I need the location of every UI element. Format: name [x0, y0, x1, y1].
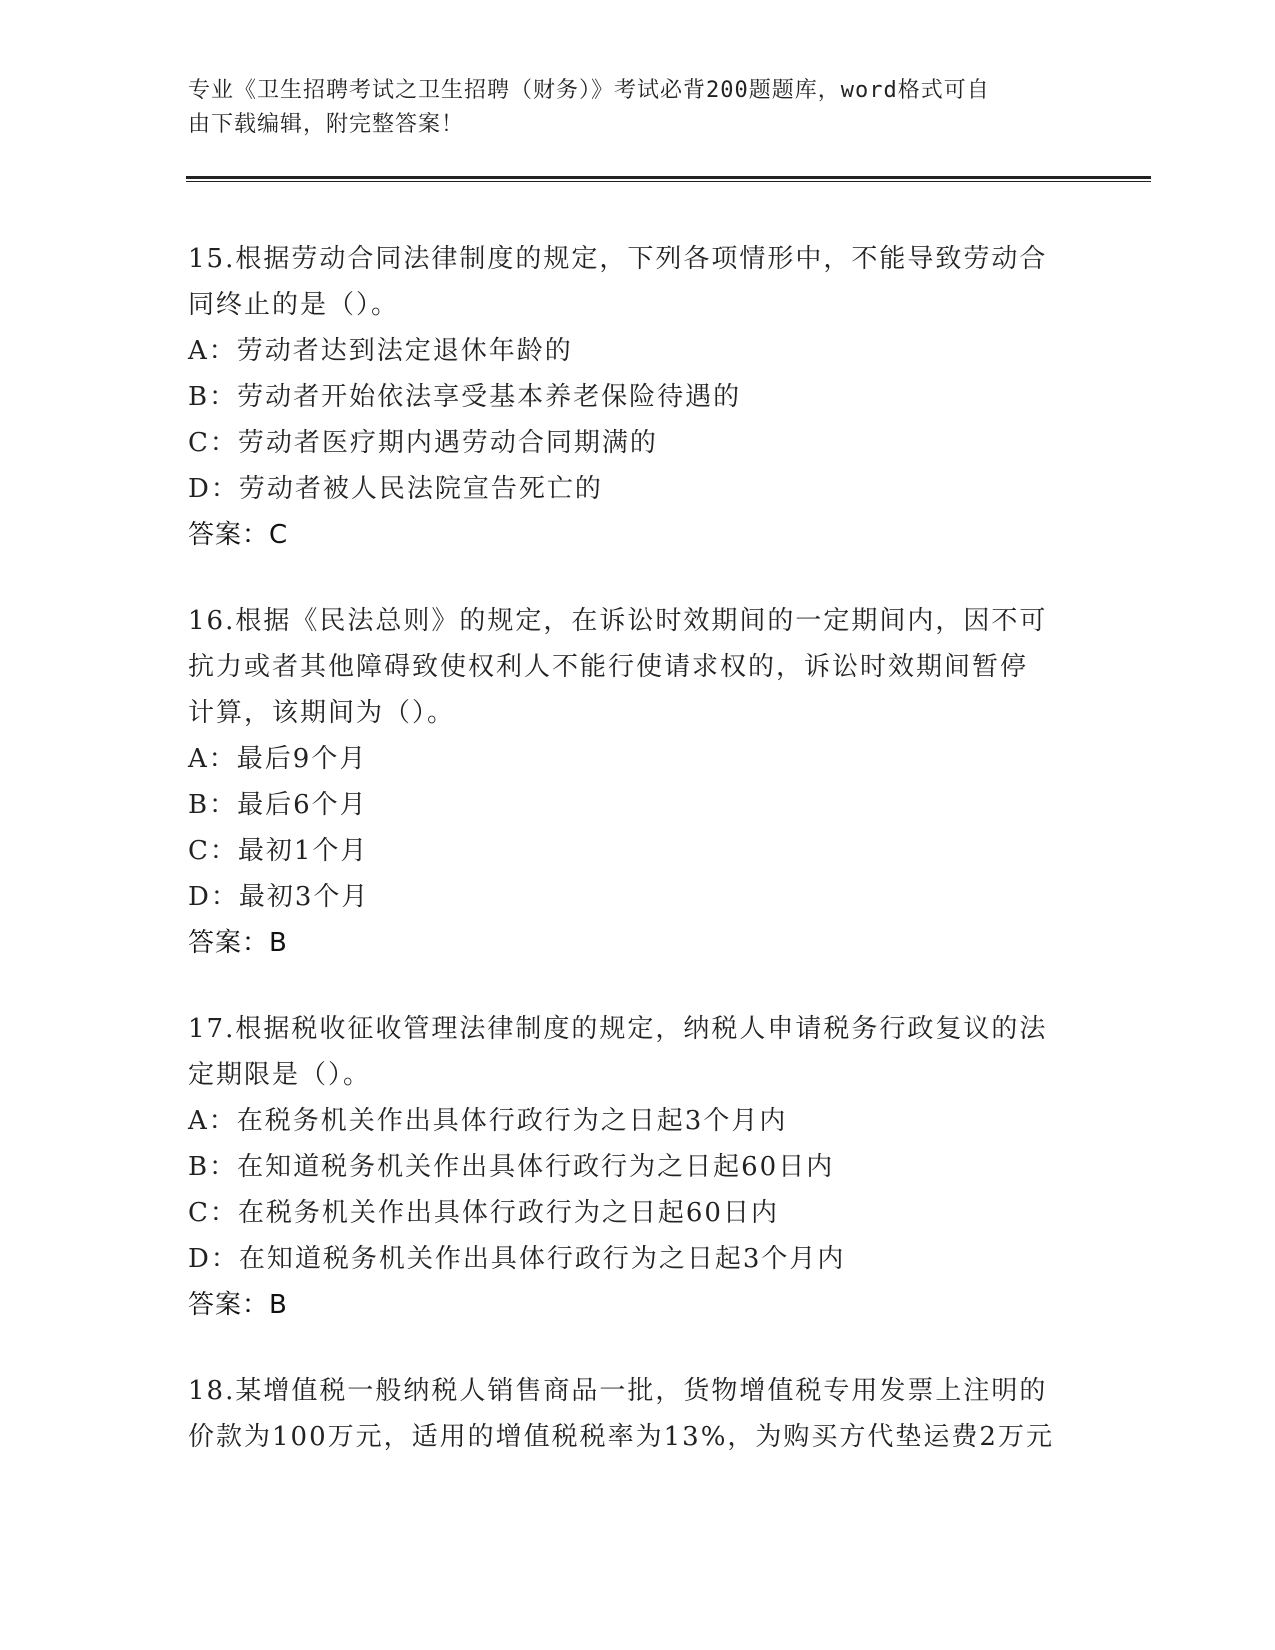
option-a: A：最后9个月 [188, 744, 368, 774]
option-d: D：最初3个月 [188, 882, 370, 912]
document-header [188, 74, 1068, 142]
option-c: C：最初1个月 [188, 836, 369, 866]
question-text: 15.根据劳动合同法律制度的规定，下列各项情形中，不能导致劳动合 [188, 244, 1048, 274]
option-b: B：最后6个月 [188, 790, 368, 820]
answer: 答案：B [188, 1290, 288, 1320]
answer: 答案：B [188, 928, 288, 958]
header-divider [186, 176, 1151, 179]
question-16 [188, 598, 1088, 966]
question-18 [188, 1368, 1088, 1460]
question-list [188, 236, 1088, 1500]
option-b: B：劳动者开始依法享受基本养老保险待遇的 [188, 382, 742, 412]
question-text: 17.根据税收征收管理法律制度的规定，纳税人申请税务行政复议的法 [188, 1014, 1048, 1044]
option-c: C：劳动者医疗期内遇劳动合同期满的 [188, 428, 658, 458]
question-text: 18.某增值税一般纳税人销售商品一批，货物增值税专用发票上注明的 [188, 1376, 1048, 1406]
option-c: C：在税务机关作出具体行政行为之日起60日内 [188, 1198, 779, 1228]
question-text: 抗力或者其他障碍致使权利人不能行使请求权的，诉讼时效期间暂停 [188, 652, 1029, 682]
header-divider [186, 181, 1151, 182]
option-d: D：劳动者被人民法院宣告死亡的 [188, 474, 603, 504]
option-d: D：在知道税务机关作出具体行政行为之日起3个月内 [188, 1244, 846, 1274]
question-text: 16.根据《民法总则》的规定，在诉讼时效期间的一定期间内，因不可 [188, 606, 1048, 636]
question-text: 计算，该期间为（）。 [188, 698, 456, 728]
question-text: 价款为100万元，适用的增值税税率为13%，为购买方代垫运费2万元 [188, 1422, 1054, 1452]
option-a: A：在税务机关作出具体行政行为之日起3个月内 [188, 1106, 788, 1136]
header-line: 专业《卫生招聘考试之卫生招聘（财务）》考试必背200题题库，word格式可自 [188, 78, 990, 103]
question-text: 同终止的是（）。 [188, 290, 400, 320]
question-15 [188, 236, 1088, 558]
question-17 [188, 1006, 1088, 1328]
option-b: B：在知道税务机关作出具体行政行为之日起60日内 [188, 1152, 835, 1182]
option-a: A：劳动者达到法定退休年龄的 [188, 336, 573, 366]
answer: 答案：C [188, 520, 289, 550]
question-text: 定期限是（）。 [188, 1060, 372, 1090]
header-line: 由下载编辑，附完整答案！ [188, 112, 465, 137]
